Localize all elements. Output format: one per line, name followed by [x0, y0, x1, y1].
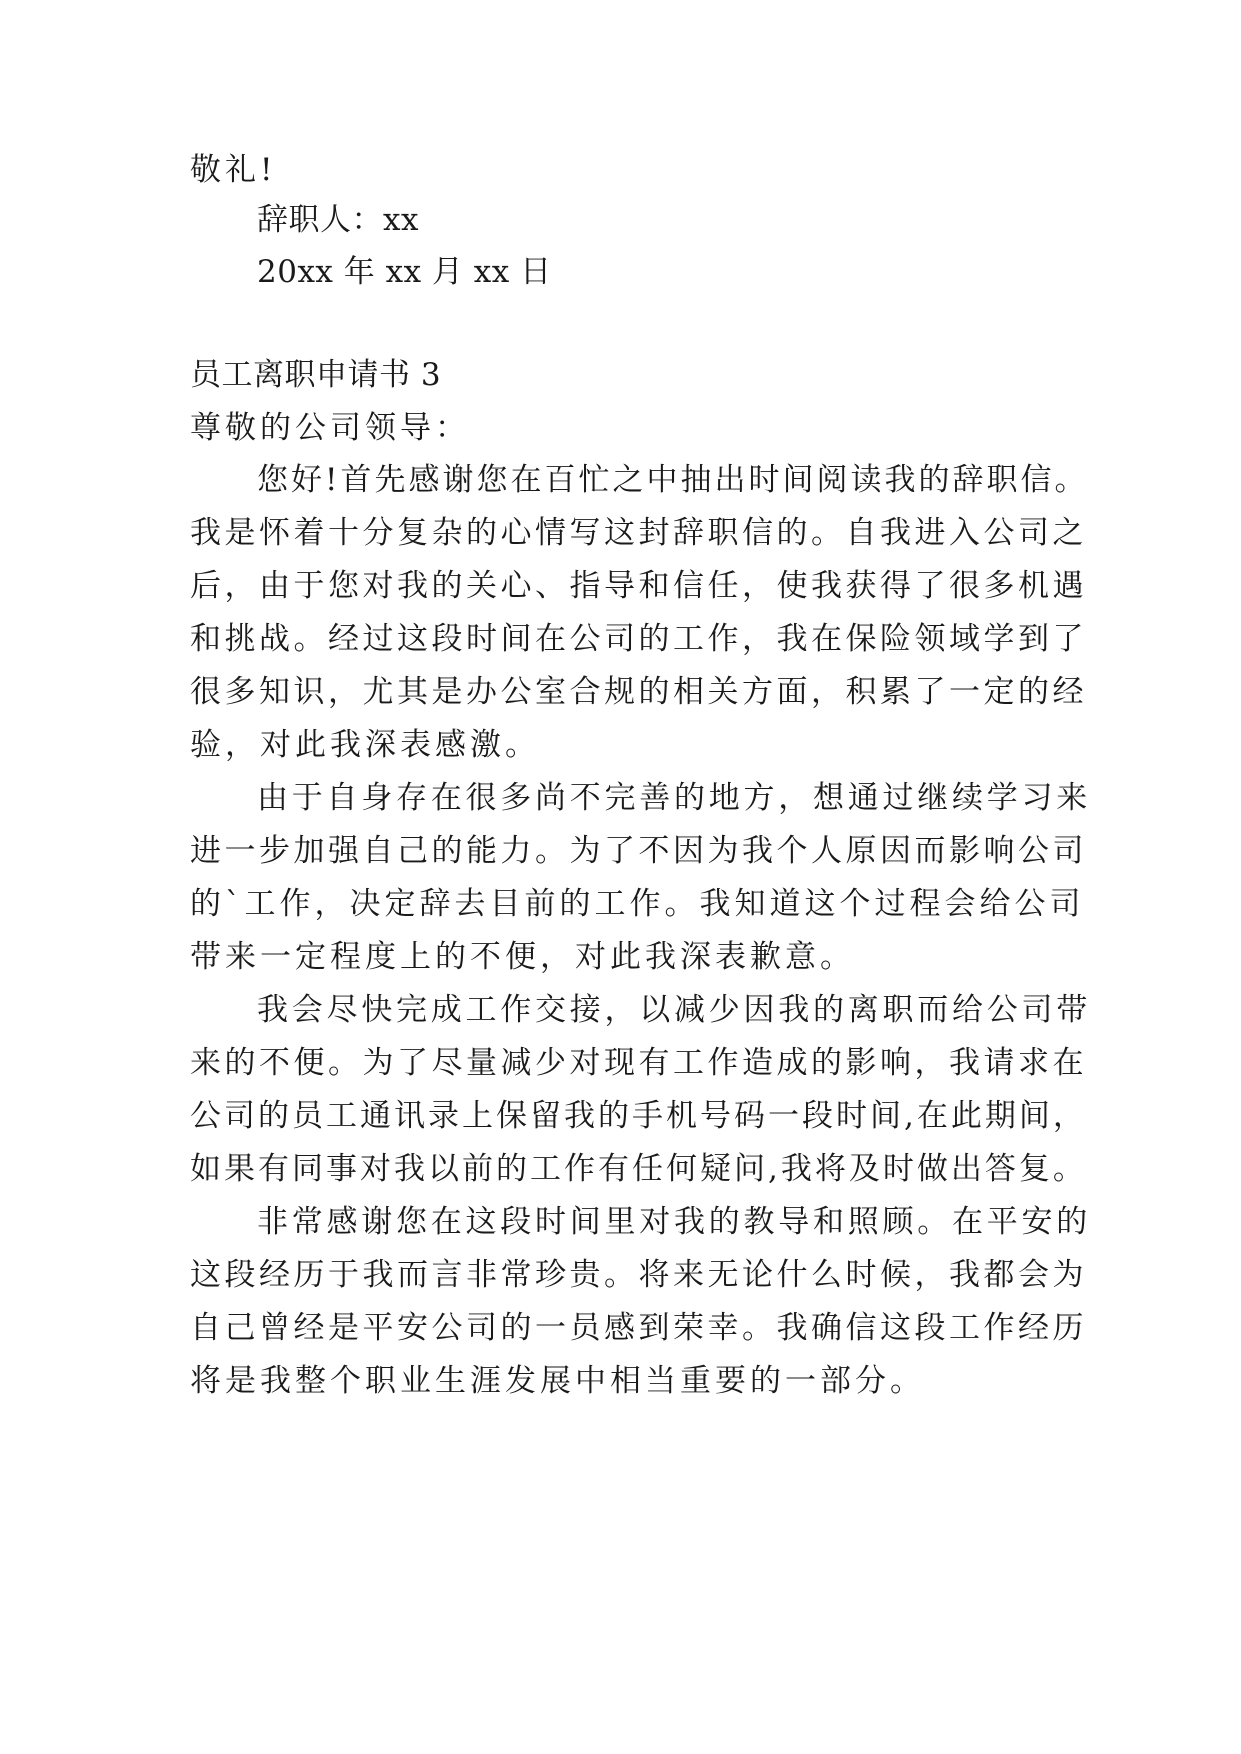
- paragraph-4-line-4: 将是我整个职业生涯发展中相当重要的一部分。: [190, 1363, 925, 1399]
- paragraph-1-line-4: 和挑战。经过这段时间在公司的工作，我在保险领域学到了: [190, 621, 1087, 657]
- paragraph-2-line-4: 带来一定程度上的不便，对此我深表歉意。: [190, 939, 855, 975]
- closing-line: 敬礼!: [190, 152, 277, 188]
- paragraph-2-line-3: 的`工作，决定辞去目前的工作。我知道这个过程会给公司: [190, 886, 1085, 922]
- paragraph-1-line-5: 很多知识，尤其是办公室合规的相关方面，积累了一定的经: [190, 674, 1087, 710]
- paragraph-4-line-3: 自己曾经是平安公司的一员感到荣幸。我确信这段工作经历: [190, 1310, 1087, 1346]
- paragraph-3-line-3: 公司的员工通讯录上保留我的手机号码一段时间,在此期间，: [190, 1098, 1087, 1134]
- paragraph-1-line-2: 我是怀着十分复杂的心情写这封辞职信的。自我进入公司之: [190, 515, 1087, 551]
- paragraph-1-line-6: 验，对此我深表感激。: [190, 727, 540, 763]
- signer-line: 辞职人：xx: [257, 202, 419, 238]
- paragraph-3-line-2: 来的不便。为了尽量减少对现有工作造成的影响，我请求在: [190, 1045, 1087, 1081]
- paragraph-3-line-4: 如果有同事对我以前的工作有任何疑问,我将及时做出答复。: [190, 1151, 1087, 1187]
- date-line: 20xx 年 xx 月 xx 日: [257, 254, 552, 290]
- paragraph-2-line-1: 由于自身存在很多尚不完善的地方，想通过继续学习来: [257, 780, 1091, 816]
- paragraph-1-line-1: 您好!首先感谢您在百忙之中抽出时间阅读我的辞职信。: [257, 462, 1089, 498]
- paragraph-2-line-2: 进一步加强自己的能力。为了不因为我个人原因而影响公司: [190, 833, 1087, 869]
- paragraph-4-line-1: 非常感谢您在这段时间里对我的教导和照顾。在平安的: [257, 1204, 1091, 1240]
- paragraph-3-line-1: 我会尽快完成工作交接，以减少因我的离职而给公司带: [257, 992, 1091, 1028]
- salutation: 尊敬的公司领导：: [190, 410, 470, 446]
- paragraph-1-line-3: 后，由于您对我的关心、指导和信任，使我获得了很多机遇: [190, 568, 1087, 604]
- letter-title: 员工离职申请书 3: [190, 357, 442, 393]
- paragraph-4-line-2: 这段经历于我而言非常珍贵。将来无论什么时候，我都会为: [190, 1257, 1087, 1293]
